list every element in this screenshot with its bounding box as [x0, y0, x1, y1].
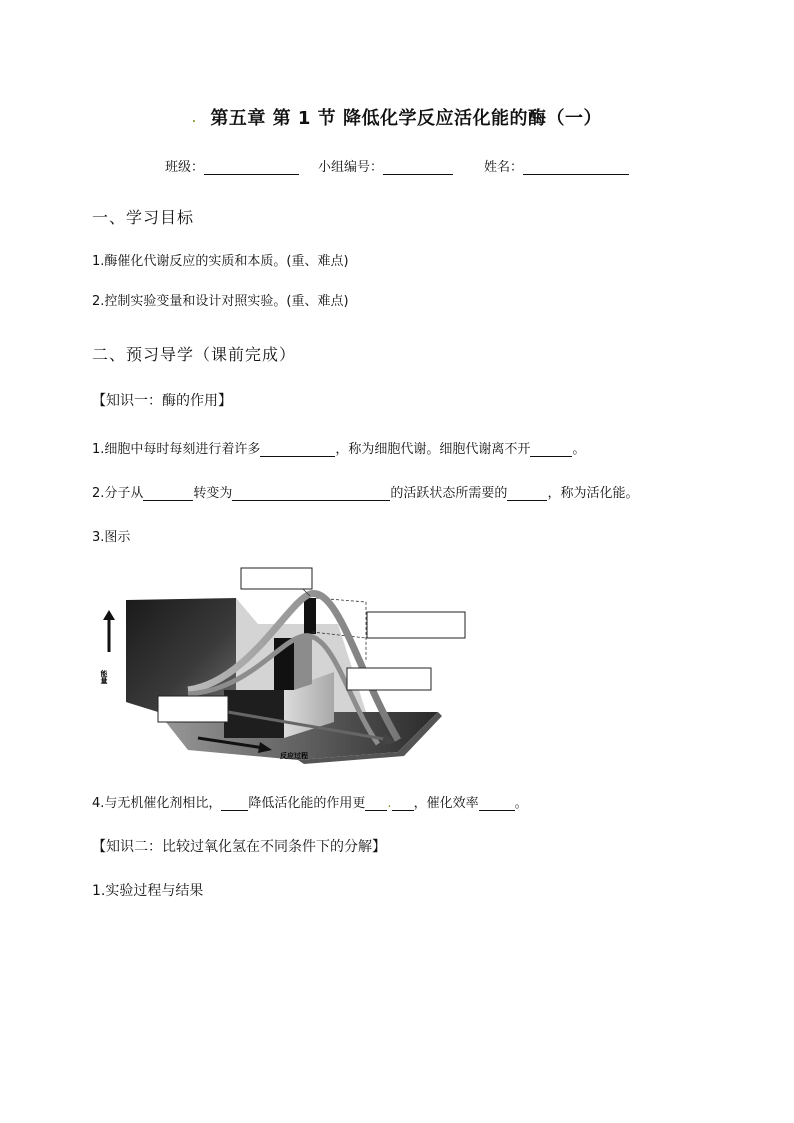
- q4-text-a: 4.与无机催化剂相比，: [92, 796, 222, 811]
- q4-text-c: ，催化效率: [413, 796, 479, 811]
- q2-text-a: 2.分子从: [92, 486, 144, 501]
- group-blank[interactable]: [383, 160, 453, 175]
- section1-heading: 一、学习目标: [92, 208, 195, 227]
- title-text: 第五章 第 1 节 降低化学反应活化能的酶（一）: [210, 108, 602, 129]
- energy-axis-label: 能量: [100, 670, 108, 684]
- answer-box-3[interactable]: [347, 668, 431, 690]
- question-4: [92, 792, 528, 811]
- q4-blank-2b[interactable]: [392, 796, 414, 811]
- page-title: [0, 104, 794, 130]
- group-field: [318, 156, 453, 175]
- question-3: 3.图示: [92, 530, 131, 545]
- activation-energy-diagram: [98, 562, 468, 770]
- q2-text-b: 转变为: [193, 486, 233, 501]
- answer-box-2[interactable]: [367, 612, 465, 638]
- q4-blank-2a[interactable]: [365, 796, 387, 811]
- section2-heading: 二、预习导学（课前完成）: [92, 345, 297, 364]
- q2-blank-2[interactable]: [232, 486, 390, 501]
- class-blank[interactable]: [204, 160, 299, 175]
- group-label: 小组编号：: [318, 160, 384, 175]
- q2-text-d: ，称为活化能。: [547, 486, 639, 501]
- process-axis-label: 反应过程: [280, 752, 308, 760]
- q4-blank-1[interactable]: [221, 796, 248, 811]
- class-field: [165, 156, 299, 175]
- q2-text-c: 的活跃状态所需要的: [390, 486, 508, 501]
- q4-text-d: 。: [514, 796, 528, 811]
- back-wall: [126, 598, 236, 712]
- q4-dot: .: [387, 796, 392, 811]
- q4-text-b: 降低活化能的作用更: [248, 796, 366, 811]
- knowledge2-heading: 【知识二：比较过氧化氢在不同条件下的分解】: [92, 839, 386, 855]
- question-1: [92, 438, 585, 457]
- top-block: [304, 598, 316, 634]
- answer-box-1[interactable]: [241, 568, 312, 589]
- q2-blank-3[interactable]: [507, 486, 547, 501]
- q4-blank-3[interactable]: [479, 796, 515, 811]
- name-field: [484, 156, 629, 175]
- objective-item: 1.酶催化代谢反应的实质和本质。(重、难点): [92, 254, 349, 269]
- q1-text-b: ，称为细胞代谢。细胞代谢离不开: [335, 442, 531, 457]
- experiment-item: 1.实验过程与结果: [92, 883, 204, 899]
- objective-item: 2.控制实验变量和设计对照实验。(重、难点): [92, 294, 349, 309]
- name-blank[interactable]: [523, 160, 629, 175]
- name-label: 姓名：: [484, 160, 524, 175]
- q1-text-a: 1.细胞中每时每刻进行着许多: [92, 442, 261, 457]
- energy-arrowhead: [103, 610, 115, 620]
- q1-blank-2[interactable]: [530, 442, 572, 457]
- q2-blank-1[interactable]: [143, 486, 193, 501]
- q1-text-c: 。: [572, 442, 586, 457]
- question-2: [92, 482, 638, 501]
- q1-blank-1[interactable]: [260, 442, 335, 457]
- answer-box-4[interactable]: [158, 696, 228, 722]
- title-dot: .: [192, 113, 197, 125]
- class-label: 班级：: [165, 160, 205, 175]
- knowledge1-heading: 【知识一：酶的作用】: [92, 393, 232, 409]
